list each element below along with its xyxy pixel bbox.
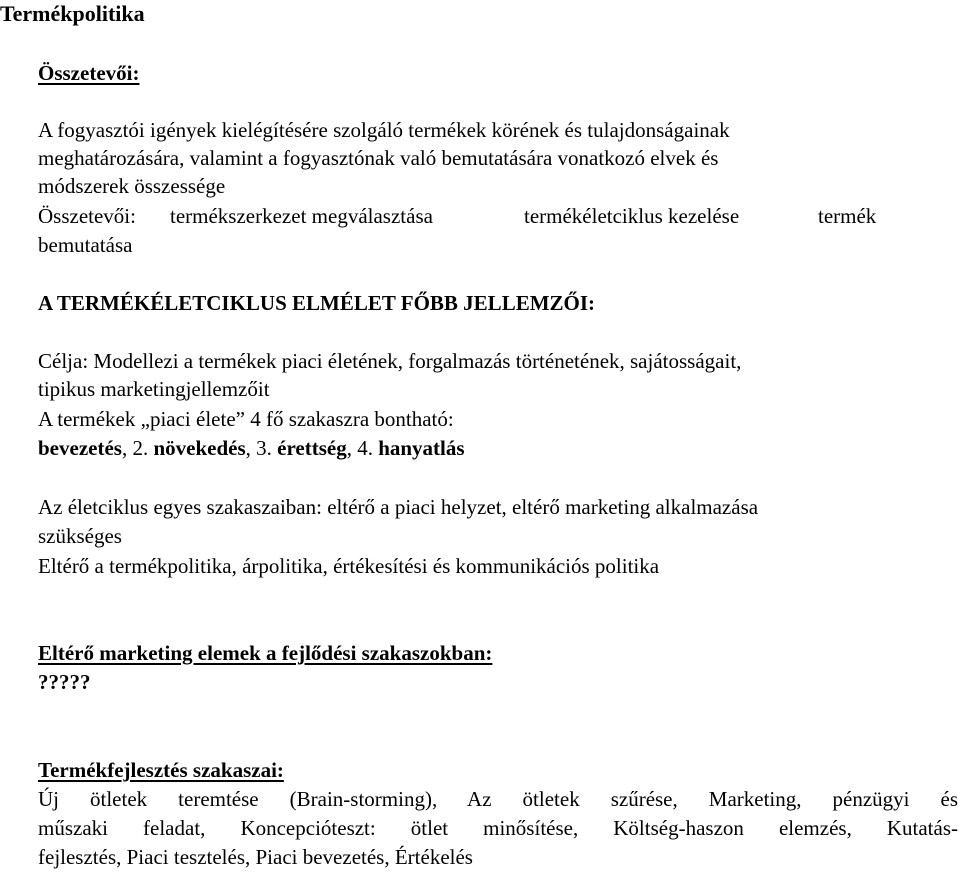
lifecycle-heading: A TERMÉKÉLETCIKLUS ELMÉLET FŐBB JELLEMZŐI: — [38, 291, 596, 315]
marketing-value: ????? — [38, 670, 91, 694]
lifecycle-line-1: Célja: Modellezi a termékek piaci életének, forgalmazás történetének, sajátosságait, — [38, 349, 742, 373]
stage-decline: hanyatlás — [378, 436, 465, 460]
development-line-1: Új ötletek teremtése (Brain-storming), Az ötletek szűrése, Marketing, pénzügyi és — [38, 787, 958, 811]
components-line-1: A fogyasztói igények kielégítésére szolgáló termékek körének és tulajdonságainak — [38, 118, 730, 142]
stage-growth: növekedés — [153, 436, 246, 460]
lifecycle-note-1: Az életciklus egyes szakaszaiban: eltérő a piaci helyzet, eltérő marketing alkalmazása — [38, 495, 759, 519]
components-list-continuation: bemutatása — [38, 233, 133, 257]
components-list-item-3: termék — [818, 204, 877, 228]
marketing-heading: Eltérő marketing elemek a fejlődési szakaszokban: — [38, 641, 493, 665]
components-list-label: Összetevői: — [38, 204, 136, 228]
stage-introduction: bevezetés — [38, 436, 122, 460]
development-line-2: műszaki feladat, Koncepcióteszt: ötlet minősítése, Költség-haszon elemzés, Kutatás- — [38, 816, 958, 840]
lifecycle-note-2: szükséges — [38, 524, 122, 548]
components-line-2: meghatározására, valamint a fogyasztónak való bemutatására vonatkozó elvek és — [38, 146, 719, 170]
stage-separator-1: , 2. — [121, 436, 154, 460]
lifecycle-note-3: Eltérő a termékpolitika, árpolitika, értékesítési és kommunikációs politika — [38, 554, 660, 578]
components-heading: Összetevői: — [38, 61, 140, 85]
lifecycle-line-2: tipikus marketingjellemzőit — [38, 377, 270, 401]
page-title: Termékpolitika — [0, 1, 145, 26]
components-list-item-2: termékéletciklus kezelése — [524, 204, 740, 228]
development-line-3: fejlesztés, Piaci tesztelés, Piaci bevezetés, Értékelés — [38, 845, 473, 869]
components-line-3: módszerek összessége — [38, 174, 226, 198]
stage-separator-3: , 4. — [346, 436, 379, 460]
development-heading: Termékfejlesztés szakaszai: — [38, 758, 284, 782]
lifecycle-line-3: A termékek „piaci élete” 4 fő szakaszra bontható: — [38, 407, 454, 431]
stage-separator-2: , 3. — [245, 436, 278, 460]
stage-maturity: érettség — [277, 436, 347, 460]
components-list-item-1: termékszerkezet megválasztása — [170, 204, 433, 228]
lifecycle-stages — [38, 436, 465, 460]
